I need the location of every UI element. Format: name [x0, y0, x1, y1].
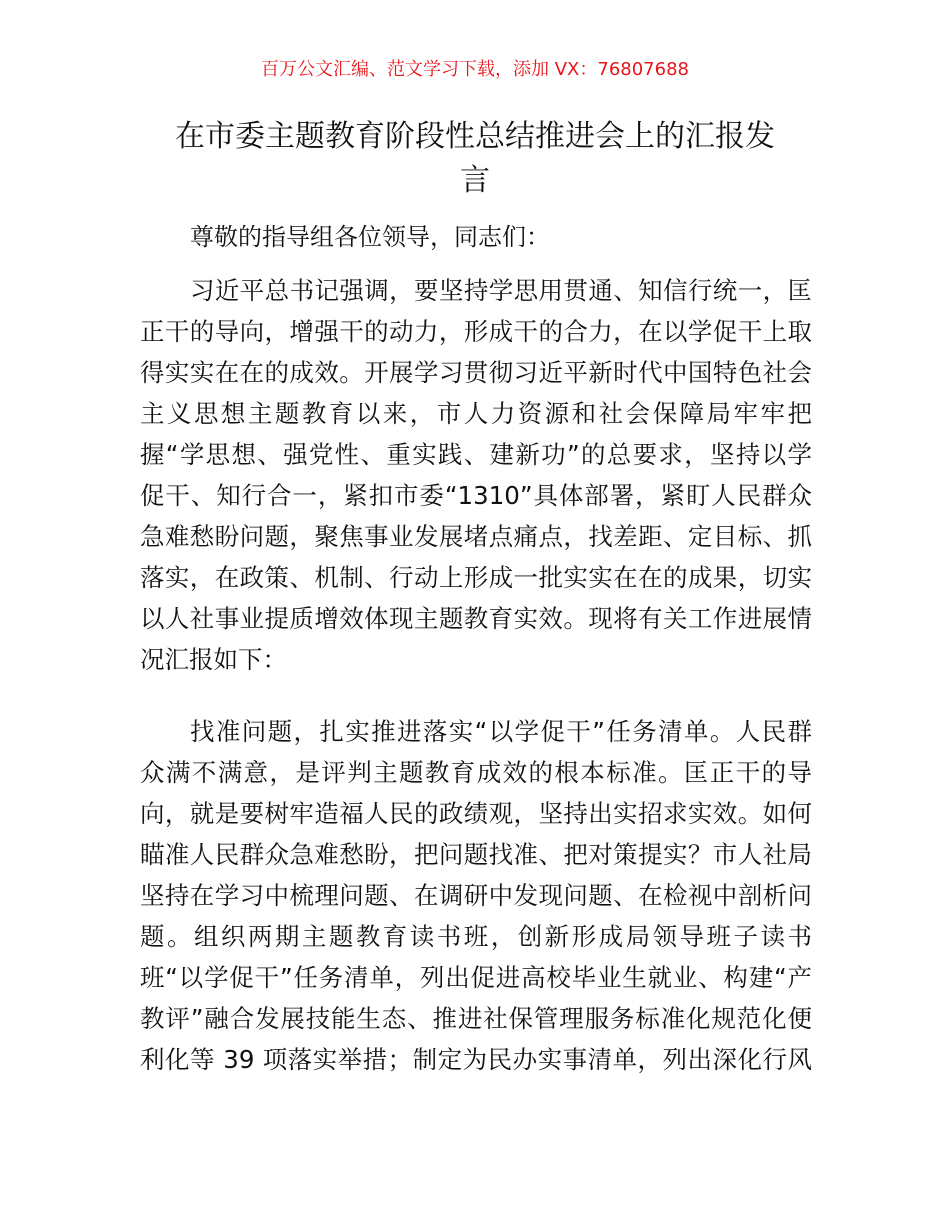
paragraph-line: 以人社事业提质增效体现主题教育实效。现将有关工作进展情	[140, 604, 812, 633]
paragraph-1	[140, 270, 812, 680]
paragraph-line: 教评”融合发展技能生态、推进社保管理服务标准化规范化便	[140, 1004, 812, 1033]
paragraph-line: 向，就是要树牢造福人民的政绩观，坚持出实招求实效。如何	[140, 799, 812, 828]
document-title-line-1: 在市委主题教育阶段性总结推进会上的汇报发	[175, 119, 775, 154]
paragraph-line: 急难愁盼问题，聚焦事业发展堵点痛点，找差距、定目标、抓	[140, 522, 812, 551]
paragraph-line: 正干的导向，增强干的动力，形成干的合力，在以学促干上取	[140, 317, 812, 346]
paragraph-line: 题。组织两期主题教育读书班，创新形成局领导班子读书	[140, 922, 812, 951]
paragraph-line: 利化等 39 项落实举措；制定为民办实事清单，列出深化行风	[140, 1045, 812, 1074]
paragraph-line: 众满不满意，是评判主题教育成效的根本标准。匡正干的导	[140, 758, 812, 787]
paragraph-line: 班“以学促干”任务清单，列出促进高校毕业生就业、构建“产	[140, 963, 812, 992]
paragraph-line: 得实实在在的成效。开展学习贯彻习近平新时代中国特色社会	[140, 358, 812, 387]
paragraph-line: 握“学思想、强党性、重实践、建新功”的总要求，坚持以学	[140, 440, 812, 469]
paragraph-line: 况汇报如下：	[140, 645, 287, 674]
paragraph-2	[140, 711, 812, 1080]
paragraph-line: 坚持在学习中梳理问题、在调研中发现问题、在检视中剖析问	[140, 881, 812, 910]
paragraph-line: 习近平总书记强调，要坚持学思用贯通、知信行统一，匡	[190, 276, 812, 305]
salutation: 尊敬的指导组各位领导，同志们：	[190, 223, 550, 251]
paragraph-line: 落实，在政策、机制、行动上形成一批实实在在的成果，切实	[140, 563, 812, 592]
paragraph-line: 主义思想主题教育以来，市人力资源和社会保障局牢牢把	[140, 399, 812, 428]
watermark-banner: 百万公文汇编、范文学习下载，添加 VX：76807688	[261, 59, 689, 80]
paragraph-line: 找准问题，扎实推进落实“以学促干”任务清单。人民群	[190, 717, 812, 746]
paragraph-line: 瞄准人民群众急难愁盼，把问题找准、把对策提实？市人社局	[140, 840, 812, 869]
document-title-line-2: 言	[460, 163, 490, 198]
paragraph-line: 促干、知行合一，紧扣市委“1310”具体部署，紧盯人民群众	[140, 481, 812, 510]
